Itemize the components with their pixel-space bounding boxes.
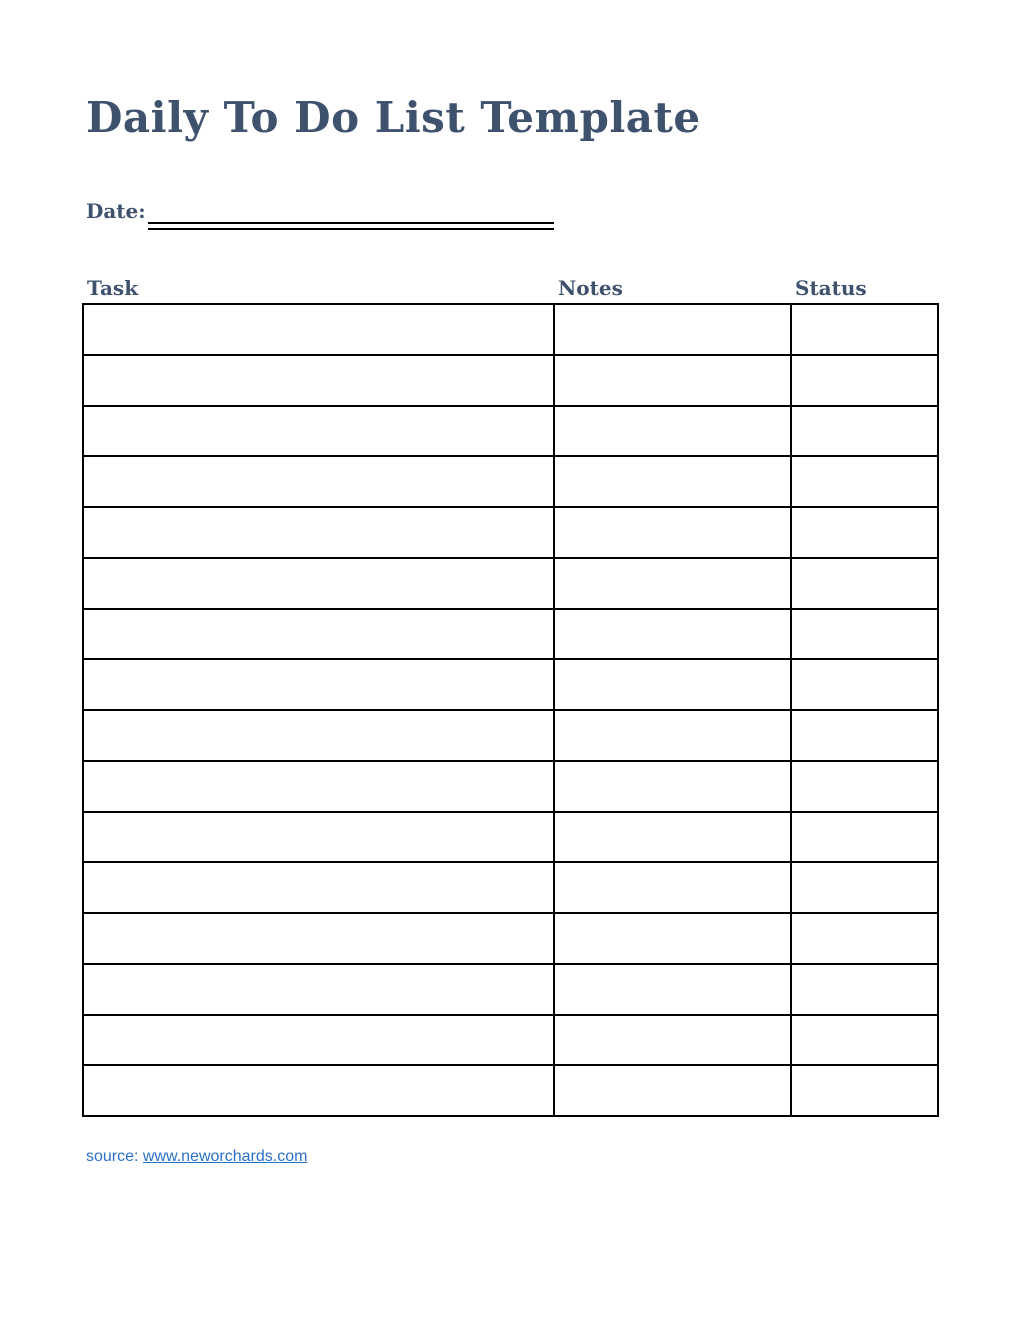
date-fill-line[interactable] xyxy=(148,222,554,230)
status-cell[interactable] xyxy=(791,761,938,812)
notes-cell[interactable] xyxy=(554,913,791,964)
notes-cell[interactable] xyxy=(554,659,791,710)
date-label: Date: xyxy=(86,199,146,223)
table-row xyxy=(83,558,938,609)
task-cell[interactable] xyxy=(83,355,554,406)
table-row xyxy=(83,1015,938,1066)
status-cell[interactable] xyxy=(791,1015,938,1066)
notes-cell[interactable] xyxy=(554,406,791,457)
task-cell[interactable] xyxy=(83,507,554,558)
table-row xyxy=(83,659,938,710)
task-cell[interactable] xyxy=(83,456,554,507)
table-row xyxy=(83,1065,938,1116)
column-header-notes: Notes xyxy=(558,276,623,300)
status-cell[interactable] xyxy=(791,609,938,660)
notes-cell[interactable] xyxy=(554,355,791,406)
notes-cell[interactable] xyxy=(554,558,791,609)
table-row xyxy=(83,761,938,812)
notes-cell[interactable] xyxy=(554,456,791,507)
table-row xyxy=(83,862,938,913)
notes-cell[interactable] xyxy=(554,862,791,913)
table-row xyxy=(83,507,938,558)
table-row xyxy=(83,406,938,457)
task-cell[interactable] xyxy=(83,1065,554,1116)
source-line xyxy=(86,1148,307,1166)
page-title: Daily To Do List Template xyxy=(86,93,701,142)
status-cell[interactable] xyxy=(791,406,938,457)
table-row xyxy=(83,355,938,406)
table-row xyxy=(83,812,938,863)
todo-table xyxy=(82,303,939,1117)
notes-cell[interactable] xyxy=(554,710,791,761)
notes-cell[interactable] xyxy=(554,507,791,558)
notes-cell[interactable] xyxy=(554,304,791,355)
status-cell[interactable] xyxy=(791,355,938,406)
task-cell[interactable] xyxy=(83,862,554,913)
task-cell[interactable] xyxy=(83,761,554,812)
notes-cell[interactable] xyxy=(554,1065,791,1116)
task-cell[interactable] xyxy=(83,913,554,964)
status-cell[interactable] xyxy=(791,913,938,964)
task-cell[interactable] xyxy=(83,710,554,761)
source-link[interactable]: www.neworchards.com xyxy=(142,1148,308,1165)
task-cell[interactable] xyxy=(83,1015,554,1066)
notes-cell[interactable] xyxy=(554,812,791,863)
table-row xyxy=(83,456,938,507)
status-cell[interactable] xyxy=(791,659,938,710)
task-cell[interactable] xyxy=(83,964,554,1015)
task-cell[interactable] xyxy=(83,812,554,863)
source-label: source: xyxy=(86,1148,139,1165)
column-header-task: Task xyxy=(87,276,139,300)
task-cell[interactable] xyxy=(83,609,554,660)
notes-cell[interactable] xyxy=(554,964,791,1015)
status-cell[interactable] xyxy=(791,507,938,558)
status-cell[interactable] xyxy=(791,1065,938,1116)
task-cell[interactable] xyxy=(83,304,554,355)
table-row xyxy=(83,609,938,660)
status-cell[interactable] xyxy=(791,964,938,1015)
table-row xyxy=(83,304,938,355)
task-cell[interactable] xyxy=(83,558,554,609)
task-cell[interactable] xyxy=(83,659,554,710)
status-cell[interactable] xyxy=(791,558,938,609)
notes-cell[interactable] xyxy=(554,1015,791,1066)
notes-cell[interactable] xyxy=(554,761,791,812)
status-cell[interactable] xyxy=(791,862,938,913)
table-column-headers xyxy=(82,276,937,300)
table-row xyxy=(83,964,938,1015)
status-cell[interactable] xyxy=(791,456,938,507)
status-cell[interactable] xyxy=(791,304,938,355)
table-row xyxy=(83,710,938,761)
task-cell[interactable] xyxy=(83,406,554,457)
notes-cell[interactable] xyxy=(554,609,791,660)
status-cell[interactable] xyxy=(791,710,938,761)
column-header-status: Status xyxy=(795,276,867,300)
status-cell[interactable] xyxy=(791,812,938,863)
table-row xyxy=(83,913,938,964)
